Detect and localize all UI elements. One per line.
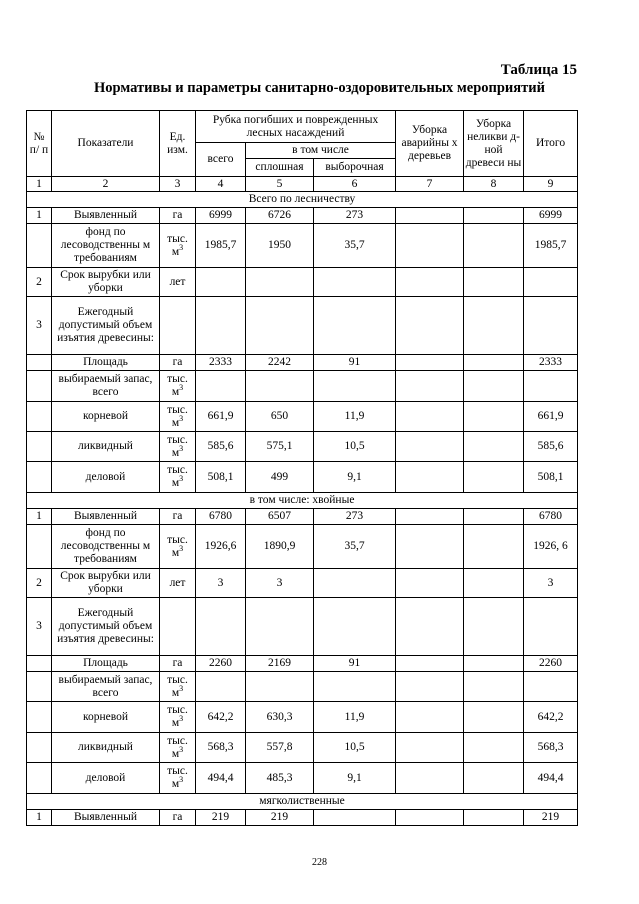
row-sum: [524, 672, 578, 702]
data-table: [26, 110, 578, 826]
row-solid: 219: [246, 810, 314, 826]
table-row: [27, 702, 578, 733]
col-number: 9: [524, 177, 578, 192]
row-num: 1: [27, 810, 52, 826]
table-row: [27, 656, 578, 672]
row-emergency: [396, 672, 464, 702]
row-selective: [314, 268, 396, 297]
row-unit: [160, 598, 196, 656]
row-total: [196, 371, 246, 402]
row-unit: га: [160, 810, 196, 826]
row-nonliquid: [464, 656, 524, 672]
row-solid: 575,1: [246, 432, 314, 462]
row-emergency: [396, 509, 464, 525]
table-row: [27, 509, 578, 525]
row-nonliquid: [464, 702, 524, 733]
row-nonliquid: [464, 810, 524, 826]
row-solid: 1950: [246, 224, 314, 268]
row-unit: тыс. $м^3$: [160, 763, 196, 794]
row-unit: тыс. $м^3$: [160, 371, 196, 402]
row-selective: [314, 297, 396, 355]
row-emergency: [396, 432, 464, 462]
row-nonliquid: [464, 733, 524, 763]
section-row: [27, 493, 578, 509]
row-num: [27, 733, 52, 763]
table-row: [27, 525, 578, 569]
table-row: [27, 569, 578, 598]
header-unit: Ед. изм.: [160, 111, 196, 177]
row-nonliquid: [464, 672, 524, 702]
row-nonliquid: [464, 371, 524, 402]
row-num: [27, 402, 52, 432]
row-nonliquid: [464, 224, 524, 268]
row-total: 494,4: [196, 763, 246, 794]
row-emergency: [396, 208, 464, 224]
row-emergency: [396, 268, 464, 297]
row-selective: 273: [314, 509, 396, 525]
row-unit: лет: [160, 268, 196, 297]
row-sum: 6780: [524, 509, 578, 525]
row-unit: тыс. $м^3$: [160, 224, 196, 268]
row-num: [27, 763, 52, 794]
row-emergency: [396, 810, 464, 826]
row-sum: 568,3: [524, 733, 578, 763]
row-selective: [314, 569, 396, 598]
row-sum: 2260: [524, 656, 578, 672]
row-selective: 9,1: [314, 763, 396, 794]
row-selective: [314, 672, 396, 702]
row-solid: 499: [246, 462, 314, 493]
header-solid: сплошная: [246, 159, 314, 177]
row-selective: 10,5: [314, 733, 396, 763]
row-unit: га: [160, 656, 196, 672]
row-num: 3: [27, 598, 52, 656]
row-emergency: [396, 297, 464, 355]
table-title: Нормативы и параметры санитарно-оздоровительных мероприятий: [94, 80, 545, 96]
column-number-row: [27, 177, 578, 192]
row-selective: 10,5: [314, 432, 396, 462]
row-total: 1985,7: [196, 224, 246, 268]
row-sum: 585,6: [524, 432, 578, 462]
row-name: Срок вырубки или уборки: [52, 569, 160, 598]
row-solid: [246, 598, 314, 656]
row-nonliquid: [464, 525, 524, 569]
row-total: [196, 268, 246, 297]
row-total: 6780: [196, 509, 246, 525]
row-num: 1: [27, 208, 52, 224]
row-emergency: [396, 525, 464, 569]
row-name: Выявленный: [52, 208, 160, 224]
table-row: [27, 268, 578, 297]
row-sum: 2333: [524, 355, 578, 371]
header-incl: в том числе: [246, 143, 396, 159]
row-selective: [314, 371, 396, 402]
row-total: 1926,6: [196, 525, 246, 569]
row-nonliquid: [464, 268, 524, 297]
row-total: 219: [196, 810, 246, 826]
row-unit: тыс. $м^3$: [160, 525, 196, 569]
row-total: 642,2: [196, 702, 246, 733]
row-num: 3: [27, 297, 52, 355]
row-total: 508,1: [196, 462, 246, 493]
row-selective: [314, 810, 396, 826]
row-nonliquid: [464, 509, 524, 525]
row-solid: 630,3: [246, 702, 314, 733]
col-number: 6: [314, 177, 396, 192]
table-row: [27, 371, 578, 402]
row-selective: 91: [314, 656, 396, 672]
row-unit: тыс. $м^3$: [160, 432, 196, 462]
row-name: выбираемый запас, всего: [52, 672, 160, 702]
col-number: 5: [246, 177, 314, 192]
row-num: [27, 702, 52, 733]
row-name: выбираемый запас, всего: [52, 371, 160, 402]
row-selective: 9,1: [314, 462, 396, 493]
row-num: [27, 432, 52, 462]
row-solid: 650: [246, 402, 314, 432]
header-nonliquid: Уборка неликви д-ной древеси ны: [464, 111, 524, 177]
row-num: 1: [27, 509, 52, 525]
table-row: [27, 462, 578, 493]
row-unit: [160, 297, 196, 355]
row-solid: [246, 672, 314, 702]
row-num: [27, 224, 52, 268]
col-number: 4: [196, 177, 246, 192]
row-nonliquid: [464, 763, 524, 794]
row-sum: 508,1: [524, 462, 578, 493]
row-total: 2333: [196, 355, 246, 371]
row-nonliquid: [464, 432, 524, 462]
row-solid: [246, 371, 314, 402]
table-row: [27, 763, 578, 794]
row-emergency: [396, 371, 464, 402]
row-sum: 494,4: [524, 763, 578, 794]
row-selective: 35,7: [314, 224, 396, 268]
header-sum: Итого: [524, 111, 578, 177]
header-total: всего: [196, 143, 246, 177]
row-emergency: [396, 656, 464, 672]
row-name: корневой: [52, 402, 160, 432]
row-num: [27, 525, 52, 569]
page-number: 228: [312, 857, 327, 868]
row-name: Выявленный: [52, 509, 160, 525]
row-unit: га: [160, 208, 196, 224]
row-num: [27, 371, 52, 402]
table-row: [27, 224, 578, 268]
row-selective: 11,9: [314, 402, 396, 432]
row-solid: 6507: [246, 509, 314, 525]
row-emergency: [396, 462, 464, 493]
row-name: ликвидный: [52, 733, 160, 763]
row-solid: [246, 297, 314, 355]
row-num: [27, 462, 52, 493]
row-unit: га: [160, 509, 196, 525]
row-total: 585,6: [196, 432, 246, 462]
row-total: 661,9: [196, 402, 246, 432]
row-name: Ежегодный допустимый объем изъятия древесины:: [52, 297, 160, 355]
row-emergency: [396, 402, 464, 432]
row-selective: 273: [314, 208, 396, 224]
table-row: [27, 208, 578, 224]
row-solid: 1890,9: [246, 525, 314, 569]
row-emergency: [396, 224, 464, 268]
table-row: [27, 355, 578, 371]
section-title: в том числе: хвойные: [27, 493, 578, 509]
row-total: 6999: [196, 208, 246, 224]
header-indicator: Показатели: [52, 111, 160, 177]
row-unit: тыс. $м^3$: [160, 672, 196, 702]
row-nonliquid: [464, 297, 524, 355]
row-num: 2: [27, 569, 52, 598]
header-emergency: Уборка аварийны х деревьев: [396, 111, 464, 177]
row-selective: 91: [314, 355, 396, 371]
section-title: мягколиственные: [27, 794, 578, 810]
row-unit: тыс. $м^3$: [160, 402, 196, 432]
row-total: [196, 598, 246, 656]
row-sum: 219: [524, 810, 578, 826]
row-emergency: [396, 569, 464, 598]
table-row: [27, 402, 578, 432]
row-nonliquid: [464, 402, 524, 432]
row-sum: 1926, 6: [524, 525, 578, 569]
row-total: 568,3: [196, 733, 246, 763]
row-selective: [314, 598, 396, 656]
row-nonliquid: [464, 598, 524, 656]
row-solid: 2169: [246, 656, 314, 672]
row-sum: [524, 297, 578, 355]
table-row: [27, 810, 578, 826]
row-selective: 11,9: [314, 702, 396, 733]
row-name: деловой: [52, 763, 160, 794]
row-name: Выявленный: [52, 810, 160, 826]
table-row: [27, 733, 578, 763]
row-name: Площадь: [52, 355, 160, 371]
header-felling: Рубка погибших и поврежденных лесных насаждений: [196, 111, 396, 143]
row-total: [196, 672, 246, 702]
section-row: [27, 794, 578, 810]
col-number: 2: [52, 177, 160, 192]
table-row: [27, 432, 578, 462]
row-sum: [524, 371, 578, 402]
row-nonliquid: [464, 208, 524, 224]
row-unit: га: [160, 355, 196, 371]
table-label: Таблица 15: [500, 62, 577, 78]
row-num: [27, 355, 52, 371]
row-name: корневой: [52, 702, 160, 733]
row-total: [196, 297, 246, 355]
col-number: 1: [27, 177, 52, 192]
row-sum: 661,9: [524, 402, 578, 432]
row-solid: 3: [246, 569, 314, 598]
row-name: Ежегодный допустимый объем изъятия древесины:: [52, 598, 160, 656]
row-num: 2: [27, 268, 52, 297]
row-emergency: [396, 355, 464, 371]
row-nonliquid: [464, 355, 524, 371]
row-name: фонд по лесоводственны м требованиям: [52, 224, 160, 268]
row-unit: лет: [160, 569, 196, 598]
row-sum: 1985,7: [524, 224, 578, 268]
table-row: [27, 297, 578, 355]
col-number: 3: [160, 177, 196, 192]
row-emergency: [396, 598, 464, 656]
col-number: 8: [464, 177, 524, 192]
row-name: Срок вырубки или уборки: [52, 268, 160, 297]
row-solid: 485,3: [246, 763, 314, 794]
row-num: [27, 656, 52, 672]
section-row: [27, 192, 578, 208]
row-num: [27, 672, 52, 702]
row-emergency: [396, 733, 464, 763]
row-selective: 35,7: [314, 525, 396, 569]
row-name: Площадь: [52, 656, 160, 672]
header-selective: выборочная: [314, 159, 396, 177]
row-sum: [524, 598, 578, 656]
table-row: [27, 598, 578, 656]
header-num: № п/ п: [27, 111, 52, 177]
row-emergency: [396, 702, 464, 733]
row-sum: 6999: [524, 208, 578, 224]
row-total: 3: [196, 569, 246, 598]
row-solid: 557,8: [246, 733, 314, 763]
row-unit: тыс. $м^3$: [160, 733, 196, 763]
col-number: 7: [396, 177, 464, 192]
row-solid: 2242: [246, 355, 314, 371]
row-emergency: [396, 763, 464, 794]
row-name: деловой: [52, 462, 160, 493]
table-row: [27, 672, 578, 702]
row-name: фонд по лесоводственны м требованиям: [52, 525, 160, 569]
row-unit: тыс. $м^3$: [160, 702, 196, 733]
row-sum: [524, 268, 578, 297]
row-nonliquid: [464, 569, 524, 598]
row-name: ликвидный: [52, 432, 160, 462]
row-sum: 642,2: [524, 702, 578, 733]
row-unit: тыс. $м^3$: [160, 462, 196, 493]
row-total: 2260: [196, 656, 246, 672]
row-solid: 6726: [246, 208, 314, 224]
section-title: Всего по лесничеству: [27, 192, 578, 208]
row-nonliquid: [464, 462, 524, 493]
row-sum: 3: [524, 569, 578, 598]
row-solid: [246, 268, 314, 297]
